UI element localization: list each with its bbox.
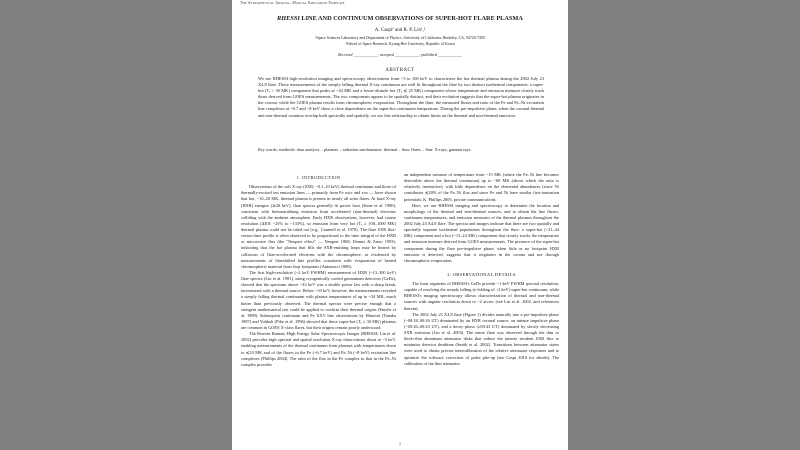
obs-paragraph-1: The front segments of RHESSI's GeDs provide ~1 keV FWHM spectral resolution, capable of resolving the steeply falling (e-folding of ~2 keV) super-hot continuum, while RHESSI's imaging spectroscopy allows characterization of thermal and non-thermal sources with angular resolution down to ~2 arcsec (see Lin et al. 2002, and references therein). xyxy=(404,281,559,311)
authors: A. Caspi¹ and R. P. Lin¹,² xyxy=(374,28,426,33)
keywords-text: methods: data analysis – plasmas – radiation mechanisms: thermal – Sun: flares – Sun: X-rays, gamma rays xyxy=(279,147,471,152)
affiliation-2: ²School of Space Research, Kyung Hee University, Republic of Korea xyxy=(345,42,455,46)
intro-paragraph-2: The first high-resolution (~2 keV FWHM) measurement of HXR (~13–300 keV) flare spectra (Lin et al. 1981), using cryogenically cooled germanium detectors (GeDs), showed that the spectrum above ~33 keV was a double power law with a sharp break, inconsistent with a thermal source. Below ~33 keV, however, the measurements revealed a steeply falling thermal continuum with plasma temperatures of up to ~34 MK, much hotter than previously observed. The thermal spectra were precise enough that a stringent mathematical test could be applied to confirm their thermal origins (Emslie et al. 1989). Subsequent continuum and Fe XXV line observations by Hinotori (Tanaka 1987) and Yohkoh (Pike et al. 1996) showed that these super-hot (Tₑ ≥ 30 MK) plasmas are common in GOES X-class flares, but their origins remain poorly understood. xyxy=(241,269,396,330)
intro-paragraph-4: Here, we use RHESSI imaging and spectroscopy to determine the location and morphology of the thermal and non-thermal sources, and to obtain the line fluxes, continuum temperatures, and emission measures of the thermal plasmas throughout the 2002 July 23 X4.8 flare. The spectra and images indicate that there are two spatially and spectrally separate isothermal populations throughout the flare: a super-hot (~21–44 MK) component and a hot (~13–24 MK) component that closely tracks the temperature and emission measure derived from GOES measurements. The presence of the super-hot component during the flare pre-impulsive phase, when little or no footpoint HXR emission is detected, suggests that it originates in the corona and not through chromospheric evaporation. xyxy=(404,202,559,263)
left-column xyxy=(241,172,396,368)
abstract-heading: ABSTRACT xyxy=(385,68,415,73)
intro-paragraph-3: The Reuven Ramaty High Energy Solar Spectroscopic Imager (RHESSI; Lin et al. 2002) provides high spectral and spatial resolution X-ray observations down to ~3 keV, enabling measurements of the thermal continuum from plasmas with temperatures down to ≲10 MK and of the fluxes in the Fe (~6.7 keV) and Fe–Ni (~8 keV) excitation line complexes (Phillips 2004). The ratio of the flux in the Fe complex to that in the Fe–Ni complex provides xyxy=(241,331,396,367)
abstract-text: We use RHESSI high-resolution imaging and spectroscopy observations from ~5 to 100 keV to characterize the hot thermal plasma during the 2002 July 23 X4.8 flare. These measurements of the steeply falling thermal X-ray continuum are well fit throughout the flare by two distinct isothermal components: a super-hot (Tₑ > 30 MK) component that peaks at ~44 MK and a lower-altitude hot (Tₑ ≲ 25 MK) component whose temperature and emission measure closely track those derived from GOES measurements. The two components appear to be spatially distinct, and their evolution suggests that the super-hot plasma originates in the corona, while the GOES plasma results from chromospheric evaporation. Throughout the flare, the measured fluxes and ratio of the Fe and Fe–Ni excitation line complexes at ~6.7 and ~8 keV show a close dependence on the super-hot continuum temperature. During the pre-impulsive phase, when the coronal thermal and non-thermal continua overlap both spectrally and spatially, we use this relationship to obtain limits on the thermal and non-thermal emission. xyxy=(258,76,544,118)
paper-page xyxy=(232,0,568,450)
received-line: Received ____________; accepted ____________; published ____________ xyxy=(338,52,462,57)
affiliation-1: ¹Space Sciences Laboratory and Department of Physics, University of California, Berkeley, CA, 94720-7450 xyxy=(315,36,485,40)
right-column xyxy=(404,172,559,367)
title-rest: LINE AND CONTINUUM OBSERVATIONS OF SUPER-HOT FLARE PLASMA xyxy=(299,15,523,22)
keywords xyxy=(258,147,544,153)
section-2-heading: 2. OBSERVATIONAL DETAILS xyxy=(447,271,516,277)
keywords-label: Key words: xyxy=(258,147,279,152)
page-number: 1 xyxy=(399,441,401,446)
title-instrument: RHESSI xyxy=(277,15,300,22)
intro-paragraph-1: Observations of the soft X-ray (SXR; ~0.1–10 keV) thermal continuum and those of thermally-excited ion emission lines — primarily from Fe xxiv and xxv — have shown that hot, ~10–20 MK, thermal plasma is present in nearly all solar flares. At hard X-ray (HXR) energies (≳20 keV), flare spectra generally fit power laws (Kane et al. 1980), consistent with bremsstrahlung emission from accelerated (non-thermal) electrons colliding with the ambient atmosphere. Early HXR observations, however, had coarse resolution (ΔE/E ~25% to ~133%), so emission from very hot (Tₑ ≥ 100–1000 MK) thermal plasma could not be ruled out (e.g., Crannell et al. 1978). The flare SXR flux-versus-time profile is often observed to be proportional to the time integral of the HXR or microwave flux (the "Neupert effect" — Neupert 1968; Dennis & Zarro 1993), indicating that the hot plasma that fills the SXR-emitting loops may be heated by collisions of flare-accelerated electrons with the chromosphere, as evidenced by measurements of blueshifted line profiles consistent with evaporation of heated chromospheric material from loop footpoints (Antonucci 1989). xyxy=(241,184,396,269)
paper-title xyxy=(232,15,568,22)
obs-paragraph-2: The 2002 July 23 X4.8 flare (Figure 1) divides naturally into a pre-impulsive phase (~00:18–00:26 UT) dominated by an HXR coronal source, an intense impulsive phase (~00:26–00:43 UT), and a decay phase (≥00:43 UT) dominated by slowly decreasing SXR emission (Lin et al. 2003). The entire flare was observed through the thin or thick+thin aluminum attenuator disks that reduce the intense incident SXR flux to minimize detector deadtime (Smith et al. 2002). Transitions between attenuator states were used to obtain precise intercalibration of the relative attenuator responses and to optimize the software correction of pulse pile-up (see Caspi 2010 for details). The calibration of the thin attenuator xyxy=(404,311,559,366)
intro-continuation: an independent measure of temperature from ~15 MK (where the Fe–Ni line becomes detectable above the thermal continuum) up to ~60 MK (above which the ratio is relatively insensitive), with little dependence on the elemental abundances (since Ni contributes ≲20% of the Fe–Ni flux and since Fe and Ni have similar first-ionization potentials; K. Phillips 2005, private communication). xyxy=(404,172,559,202)
running-head: The Astrophysical Journal, Manual Emulation Template xyxy=(240,0,345,5)
section-1-heading: 1. INTRODUCTION xyxy=(296,175,341,180)
